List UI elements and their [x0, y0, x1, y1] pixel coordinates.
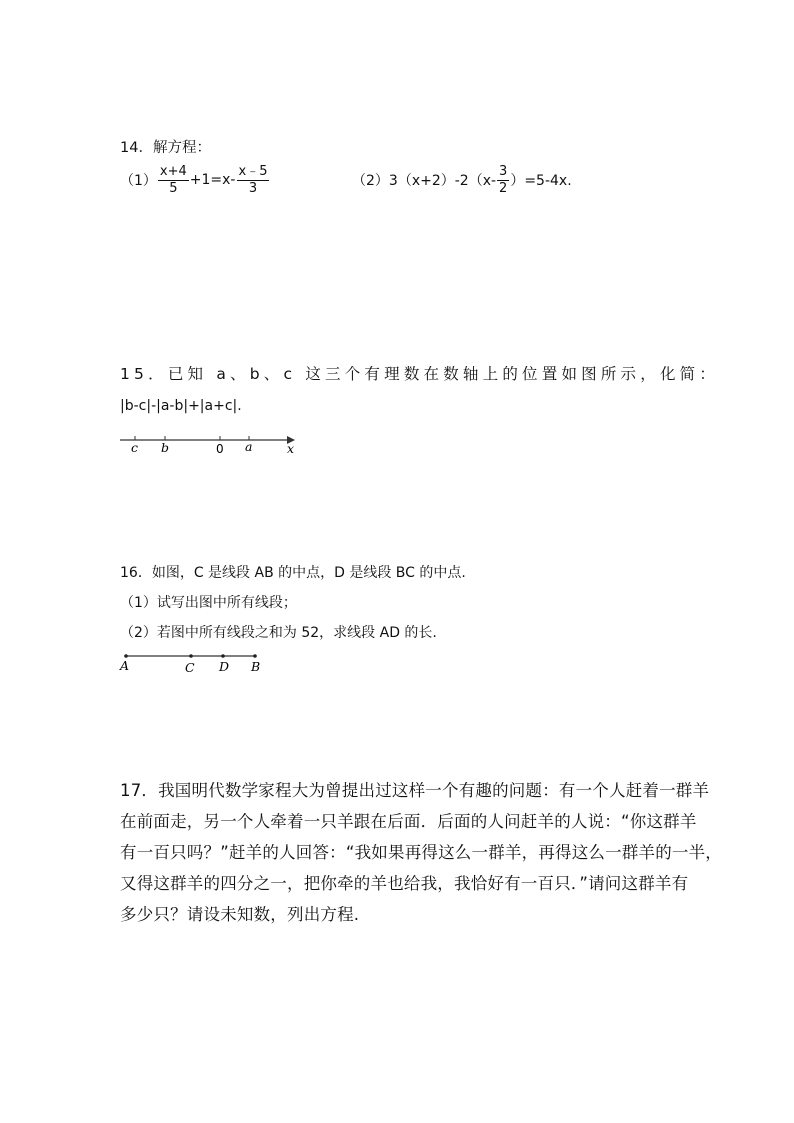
axis-label-x: x [287, 441, 295, 456]
q14-part1-equation [120, 160, 270, 200]
q16-line-1: 16．如图，C 是线段 AB 的中点，D 是线段 BC 的中点. [120, 565, 466, 581]
axis-label-c: c [131, 440, 139, 455]
q16-line-2: （1）试写出图中所有线段； [120, 595, 297, 611]
q16-line-3: （2）若图中所有线段之和为 52，求线段 AD 的长. [120, 625, 437, 641]
number-line-diagram [115, 430, 305, 460]
q14-part1-label: （1） [120, 173, 157, 189]
axis-label-zero: 0 [216, 442, 224, 456]
q14-part1-fraction-2 [237, 164, 270, 197]
q14-part2-label: （2）3（x+2）-2（x- [352, 173, 497, 189]
q14-part1-fraction-1 [158, 164, 189, 197]
point-b [253, 654, 257, 658]
point-label-d: D [219, 659, 230, 674]
point-c [189, 654, 193, 658]
q15-line-2: |b-c|-|a-b|+|a+c|. [120, 398, 242, 414]
q17-line-2: 在前面走，另一个人牵着一只羊跟在后面．后面的人问赶羊的人说：“你这群羊 [120, 812, 697, 831]
fraction-numerator: x+4 [159, 163, 187, 179]
q14-part2-tail: ）=5-4x. [510, 173, 572, 189]
fraction-denominator: 5 [169, 180, 178, 196]
q17-line-3: 有一百只吗？”赶羊的人回答：“我如果再得这么一群羊，再得这么一群羊的一半， [120, 843, 722, 862]
line-segment-diagram [115, 648, 275, 678]
point-label-b: B [251, 659, 261, 674]
q17-line-1: 17．我国明代数学家程大为曾提出过这样一个有趣的问题：有一个人赶着一群羊 [120, 781, 710, 800]
q14-part2-equation [352, 160, 572, 200]
q14-part2-fraction [497, 164, 509, 197]
fraction-denominator: 2 [499, 180, 508, 196]
q17-line-5: 多少只？请设未知数，列出方程. [120, 905, 360, 924]
fraction-denominator: 3 [248, 180, 258, 196]
fraction-numerator: x﹣5 [238, 163, 268, 179]
q15-line-1: 15．已知 a、b、c 这三个有理数在数轴上的位置如图所示，化简： [120, 365, 720, 383]
axis-label-b: b [161, 440, 170, 455]
point-label-c: C [185, 660, 195, 675]
q17-line-4: 又得这群羊的四分之一，把你牵的羊也给我，我恰好有一百只．”请问这群羊有 [120, 874, 689, 893]
fraction-numerator: 3 [499, 163, 508, 179]
axis-label-a: a [245, 439, 253, 454]
q14-title: 14．解方程： [120, 140, 211, 156]
point-label-a: A [120, 658, 130, 673]
point-d [221, 654, 225, 658]
q14-part1-middle: +1=x- [189, 172, 236, 188]
